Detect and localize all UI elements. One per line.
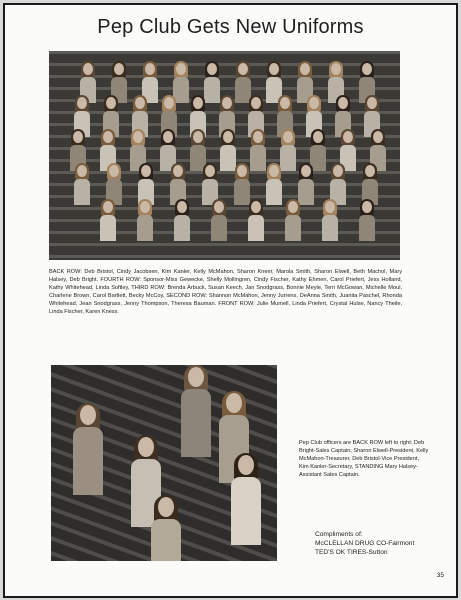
yearbook-page [3,3,458,598]
club-member-figure [265,165,283,205]
compliments-heading: Compliments of: [315,531,363,538]
compliments-sponsor-2: TED'S OK TIRES-Sutton [315,549,388,556]
compliments-block [315,530,447,557]
compliments-sponsor-1: McCLELLAN DRUG CO-Fairmont [315,540,415,547]
officer-figure [149,497,183,561]
club-member-figure [136,201,154,241]
officers-photo [51,365,277,561]
group-photo-caption: BACK ROW: Deb Bristol, Cindy Jacobsen, Kim Kanler, Kelly McMahon, Sharon Kneer, Marola Smith, Sharon Elwell, Beth Machol, Mary Halsey, Deb Bright. FOURTH ROW: Sponsor-Miss Gewecke, Shelly Mollingren, Cindy Fischer, Kathy Ehmen, Carol Priefert, Jess Holland, Kathy Whitehead, Linda Softley, THIRD ROW: Brenda Arbuck, Susan Keech, Jan Snodgrass, Bonnie Meyle, Terri McGowan, Michelle Moul, Charlene Brown, Carol Bartlett, Becky McCoy, SECOND ROW: Shannon McMahon, Jenny Jurrens, DeAnna Smith, Juanita Paschel, Rhonda Whitehead, Jean Snodgrass, Jenny Thompson, Theresa Bauman. FRONT ROW: Julie Mumell, Linda Priefert, Crystal Hulse, Nancy Theile, Linda Fischer, Karen Kness. [49,269,402,315]
group-photo [49,51,400,260]
club-member-figure [173,201,191,241]
club-member-figure [73,165,91,205]
officer-figure [229,455,263,545]
officer-figure [71,405,105,495]
club-member-figure [358,201,376,241]
club-member-figure [99,201,117,241]
club-member-figure [297,165,315,205]
page-title: Pep Club Gets New Uniforms [97,16,364,38]
club-member-figure [210,201,228,241]
club-member-figure [247,201,265,241]
club-member-figure [233,165,251,205]
club-member-figure [321,201,339,241]
club-member-figure [284,201,302,241]
officer-figure [179,367,213,457]
officers-caption: Pep Club officers are BACK ROW left to right: Deb Bright-Sales Captain, Sharon Elwell-President, Kelly McMahon-Treasurer, Deb Bristol-Vice President, Kim Kanler-Secretary, STANDING Mary Halsey-Assistant Sales Captain. [299,440,429,478]
page-number: 35 [436,572,444,579]
